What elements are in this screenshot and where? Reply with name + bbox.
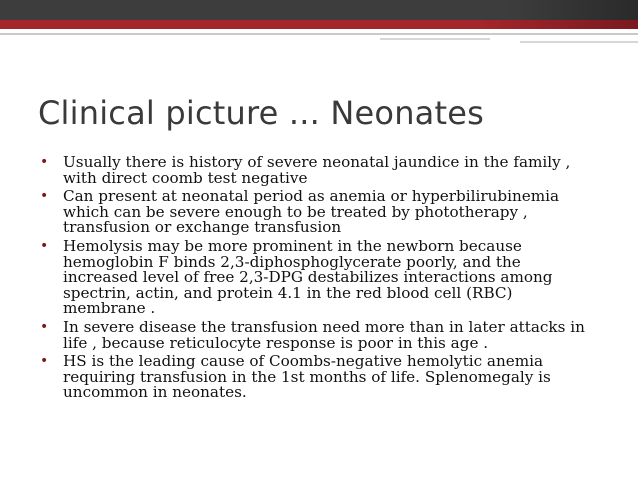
bullet-text: HS is the leading cause of Coombs-negative hemolytic anemia requiring transfusion in the 1st months of life. Splenomegaly is uncommon in neonates. xyxy=(63,352,551,402)
bullet-text: In severe disease the transfusion need more than in later attacks in life , because reticulocyte response is poor in this age . xyxy=(63,317,585,352)
bullet-item xyxy=(38,155,598,186)
header-divider-line xyxy=(0,33,638,35)
bullet-text: Can present at neonatal period as anemia or hyperbilirubinemia which can be severe enough to be treated by phototherapy , transfusion or exchange transfusion xyxy=(63,187,560,237)
bullet-item xyxy=(38,236,598,318)
bullet-text: Usually there is history of severe neonatal jaundice in the family , with direct coomb test negative xyxy=(63,153,571,187)
bullet-icon: • xyxy=(40,318,49,335)
bullet-icon: • xyxy=(40,188,49,205)
bullet-icon: • xyxy=(40,353,49,370)
bullet-list xyxy=(38,155,598,404)
bullet-item xyxy=(38,354,598,401)
header-dark-bar-shade xyxy=(508,0,638,20)
header-accent-line xyxy=(380,38,490,40)
header-red-bar-shade xyxy=(478,20,638,29)
slide-title: Clinical picture ... Neonates xyxy=(38,94,484,132)
header-accent-line xyxy=(520,41,638,43)
bullet-icon: • xyxy=(40,237,49,254)
bullet-item xyxy=(38,189,598,236)
bullet-item xyxy=(38,317,598,352)
bullet-icon: • xyxy=(40,154,49,170)
bullet-text: Hemolysis may be more prominent in the newborn because hemoglobin F binds 2,3-diphosphoglycerate poorly, and the increased level of free 2,3-DPG destabilizes interactions among spectrin, actin, and protein 4.1 in the red blood cell (RBC) membrane . xyxy=(63,236,553,318)
